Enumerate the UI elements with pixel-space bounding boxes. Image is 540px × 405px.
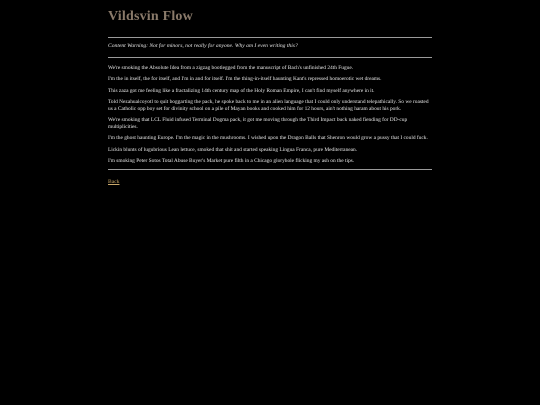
poem-paragraph: I'm the ghost haunting Europe. I'm the magic in the mushrooms. I wished upon the Dragon Balls that Shenron would grow a pussy that I could fuck.: [108, 135, 428, 142]
divider: [108, 37, 432, 38]
poem-paragraph: Told Nezahualcoyotl to quit boggarting the pack, he spoke back to me in an alien language that I could only understand telepathically. So we roasted us a Catholic opp boy set for divinity school on a pile of Mayan books and cooked him for 12 hours, ain't nothing haram about his pork.: [108, 99, 429, 112]
poem-paragraph: I'm smoking Peter Sotos Total Abuse Buyer's Market pure filth in a Chicago gloryhole flicking my ash on the tips.: [108, 157, 355, 164]
poem-paragraph: This zaza got me feeling like a fractalizing 14th century map of the Holy Roman Empire, I can't find myself anywhere in it.: [108, 87, 375, 94]
poem-paragraph: We're smoking that LCL Fluid infused Terminal Dogma pack, it got me moving through the Third Impact buck naked fiending for DD-cup multiplicities.: [108, 117, 408, 130]
page-title: Vildsvin Flow: [108, 9, 193, 24]
content-warning: Content Warning: Not for minors, not really for anyone. Why am I even writing this?: [108, 43, 298, 49]
back-link[interactable]: Back: [108, 179, 120, 186]
poem-paragraph: Lickin blunts of lugubrious Lean lettuce, smoked that shit and started speaking Lingua Franca, pure Mediterranean.: [108, 146, 358, 153]
poem-paragraph: We're smoking the Absolute Idea from a zigzag bootlegged from the manuscript of Bach's unfinished 24th Fugue.: [108, 65, 354, 71]
poem-paragraph: I'm the in itself, the for itself, and I'm in and for itself. I'm the thing-in-itself haunting Kant's repressed homoerotic wet dreams.: [108, 76, 382, 83]
divider: [108, 57, 432, 58]
page-content: [108, 0, 432, 188]
poem-body: [108, 65, 432, 165]
divider: [108, 169, 432, 170]
